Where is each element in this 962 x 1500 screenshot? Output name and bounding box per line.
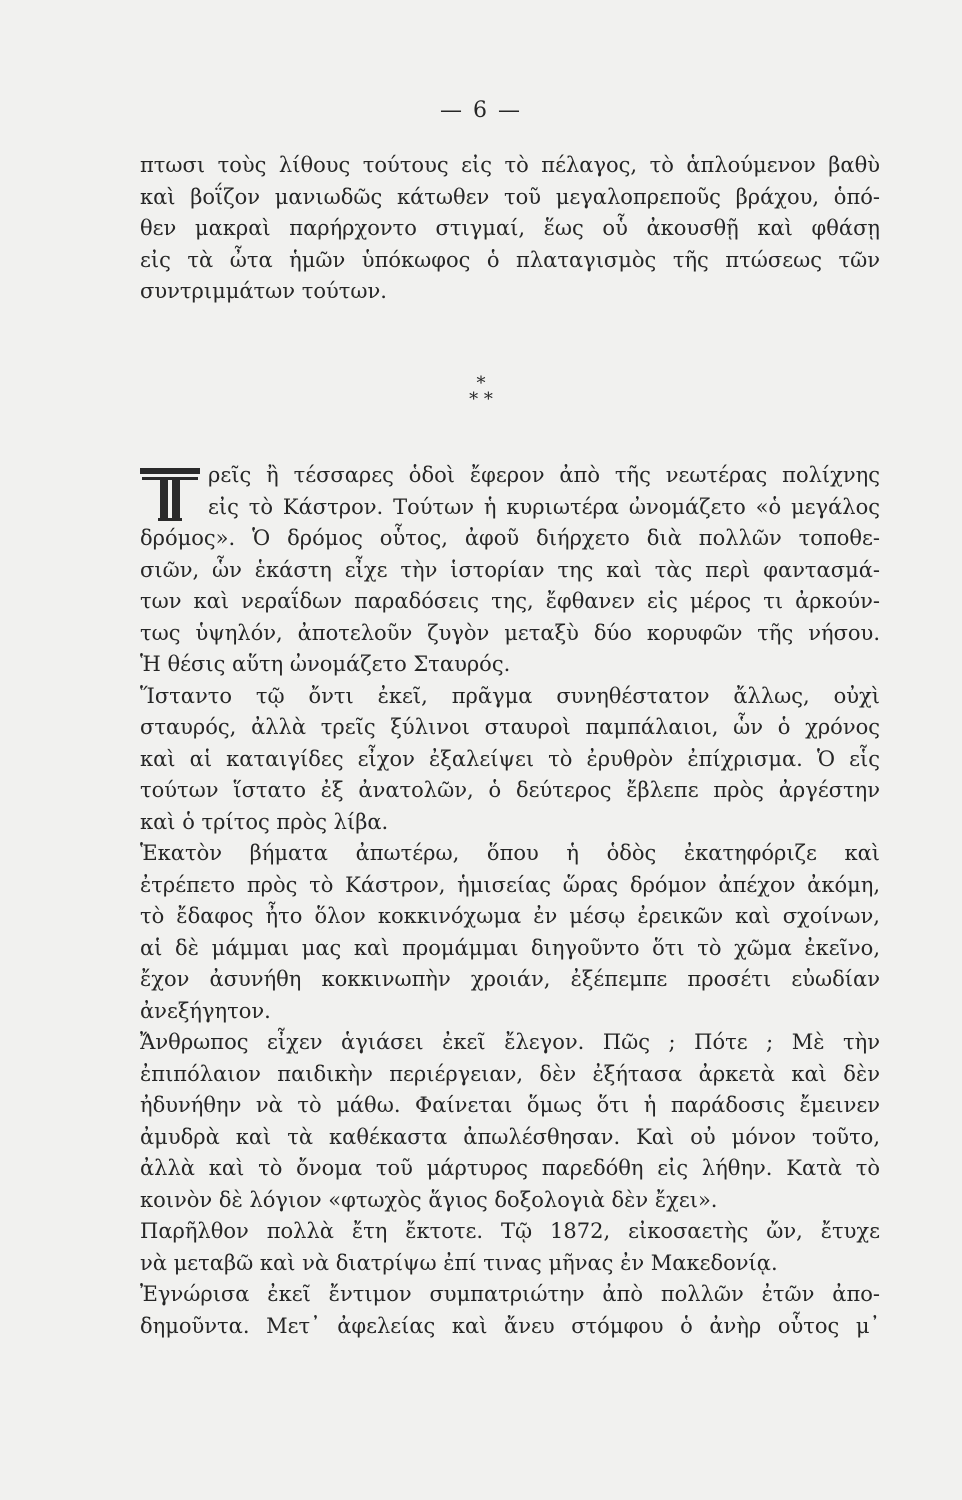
paragraph: [140, 1027, 880, 1216]
text-line: ἔχον ἀσυνήθη κοκκινωπὴν χροιάν, ἐξέπεμπε προσέτι εὐωδίαν: [140, 967, 880, 991]
paragraph-opening: [140, 150, 880, 308]
text-line: Ἄνθρωπος εἶχεν ἁγιάσει ἐκεῖ ἔλεγον. Πῶς ; Πότε ; Μὲ τὴν: [140, 1030, 880, 1054]
text-line: ἀμυδρὰ καὶ τὰ καθέκαστα ἀπωλέσθησαν. Καὶ οὐ μόνον τοῦτο,: [140, 1124, 880, 1149]
text-line: θεν μακραὶ παρήρχοντο στιγμαί, ἕως οὗ ἀκουσθῇ καὶ φθάσῃ: [140, 216, 880, 240]
text-line: των καὶ νεραΐδων παραδόσεις της, ἔφθανεν εἰς μέρος τι ἀρκούν-: [140, 589, 880, 613]
page-number: — 6 —: [440, 98, 522, 123]
text-line: δημοῦντα. Μετ᾽ ἀφελείας καὶ ἄνευ στόμφου ὁ ἀνὴρ οὗτος μ᾽: [140, 1313, 880, 1338]
text-line: εἰς τὰ ὦτα ἡμῶν ὑπόκωφος ὁ πλαταγισμὸς τῆς πτώσεως τῶν: [140, 247, 880, 272]
dropcap-block: [140, 460, 880, 523]
text-line: πτωσι τοὺς λίθους τούτους εἰς τὸ πέλαγος, τὸ ἁπλούμενον βαθὺ: [140, 153, 880, 177]
text-line: ἐπιπόλαιον παιδικὴν περιέργειαν, δὲν ἐξήτασα ἀρκετὰ καὶ δὲν: [140, 1061, 880, 1086]
text-line: σιῶν, ὧν ἑκάστη εἶχε τὴν ἱστορίαν της καὶ τὰς περὶ φαντασμά-: [140, 557, 880, 582]
text-line: καὶ αἱ καταιγίδες εἶχον ἐξαλείψει τὸ ἐρυθρὸν ἐπίχρισμα. Ὁ εἷς: [140, 746, 880, 771]
text-line: νὰ μεταβῶ καὶ νὰ διατρίψω ἐπί τινας μῆνας ἐν Μακεδονίᾳ.: [140, 1250, 778, 1275]
text-line: συντριμμάτων τούτων.: [140, 279, 387, 303]
section-asterism: [0, 373, 962, 410]
text-line: Παρῆλθον πολλὰ ἔτη ἔκτοτε. Τῷ 1872, εἰκοσαετὴς ὤν, ἔτυχε: [140, 1219, 880, 1243]
text-line: αἱ δὲ μάμμαι μας καὶ προμάμμαι διηγοῦντο ὅτι τὸ χῶμα ἐκεῖνο,: [140, 935, 880, 960]
paragraph: [140, 681, 880, 839]
text-line: καὶ ὁ τρίτος πρὸς λίβα.: [140, 809, 389, 834]
dropcap-tau-ornament: [140, 464, 200, 522]
text-line: Ἐγνώρισα ἐκεῖ ἔντιμον συμπατριώτην ἀπὸ πολλῶν ἐτῶν ἀπο-: [140, 1282, 880, 1306]
text-line: Ἑκατὸν βήματα ἀπωτέρω, ὅπου ἡ ὁδὸς ἐκατηφόριζε καὶ: [140, 841, 880, 865]
section-two: [140, 460, 880, 1342]
text-line: ἠδυνήθην νὰ τὸ μάθω. Φαίνεται ὅμως ὅτι ἡ παράδοσις ἔμεινεν: [140, 1093, 880, 1117]
text-line: ἀνεξήγητον.: [140, 998, 271, 1023]
paragraph: [140, 1216, 880, 1279]
paragraph: [140, 1279, 880, 1342]
text-line: Ἡ θέσις αὕτη ὠνομάζετο Σταυρός.: [140, 652, 511, 676]
asterism-top: *: [476, 373, 486, 394]
paragraph: [140, 838, 880, 1027]
text-line: τούτων ἵστατο ἐξ ἀνατολῶν, ὁ δεύτερος ἔβλεπε πρὸς ἀργέστην: [140, 778, 880, 802]
text-line: Ἵσταντο τῷ ὄντι ἐκεῖ, πρᾶγμα συνηθέστατον ἄλλως, οὐχὶ: [140, 683, 880, 708]
text-line: κοινὸν δὲ λόγιον «φτωχὸς ἅγιος δοξολογιὰ δὲν ἔχει».: [140, 1187, 718, 1212]
text-line: σταυρός, ἀλλὰ τρεῖς ξύλινοι σταυροὶ παμπάλαιοι, ὧν ὁ χρόνος: [140, 715, 880, 739]
paragraph: [140, 523, 880, 681]
text-line: τὸ ἔδαφος ἦτο ὅλον κοκκινόχωμα ἐν μέσῳ ἐρεικῶν καὶ σχοίνων,: [140, 904, 880, 928]
asterism-bottom: * *: [469, 389, 493, 410]
text-line: τως ὑψηλόν, ἀποτελοῦν ζυγὸν μεταξὺ δύο κορυφῶν τῆς νήσου.: [140, 620, 880, 645]
text-line: ἀλλὰ καὶ τὸ ὄνομα τοῦ μάρτυρος παρεδόθη εἰς λήθην. Κατὰ τὸ: [140, 1156, 880, 1180]
text-line: ρεῖς ἢ τέσσαρες ὁδοὶ ἔφερον ἀπὸ τῆς νεωτέρας πολίχνης: [208, 463, 880, 487]
text-line: ἐτρέπετο πρὸς τὸ Κάστρον, ἡμισείας ὥρας δρόμον ἀπέχον ἀκόμη,: [140, 872, 880, 897]
text-line: καὶ βοΐζον μανιωδῶς κάτωθεν τοῦ μεγαλοπρεποῦς βράχου, ὁπό-: [140, 184, 880, 209]
text-line: δρόμος». Ὁ δρόμος οὗτος, ἀφοῦ διήρχετο διὰ πολλῶν τοποθε-: [140, 526, 880, 550]
text-line: εἰς τὸ Κάστρον. Τούτων ἡ κυριωτέρα ὠνομάζετο «ὁ μεγάλος: [208, 494, 880, 519]
